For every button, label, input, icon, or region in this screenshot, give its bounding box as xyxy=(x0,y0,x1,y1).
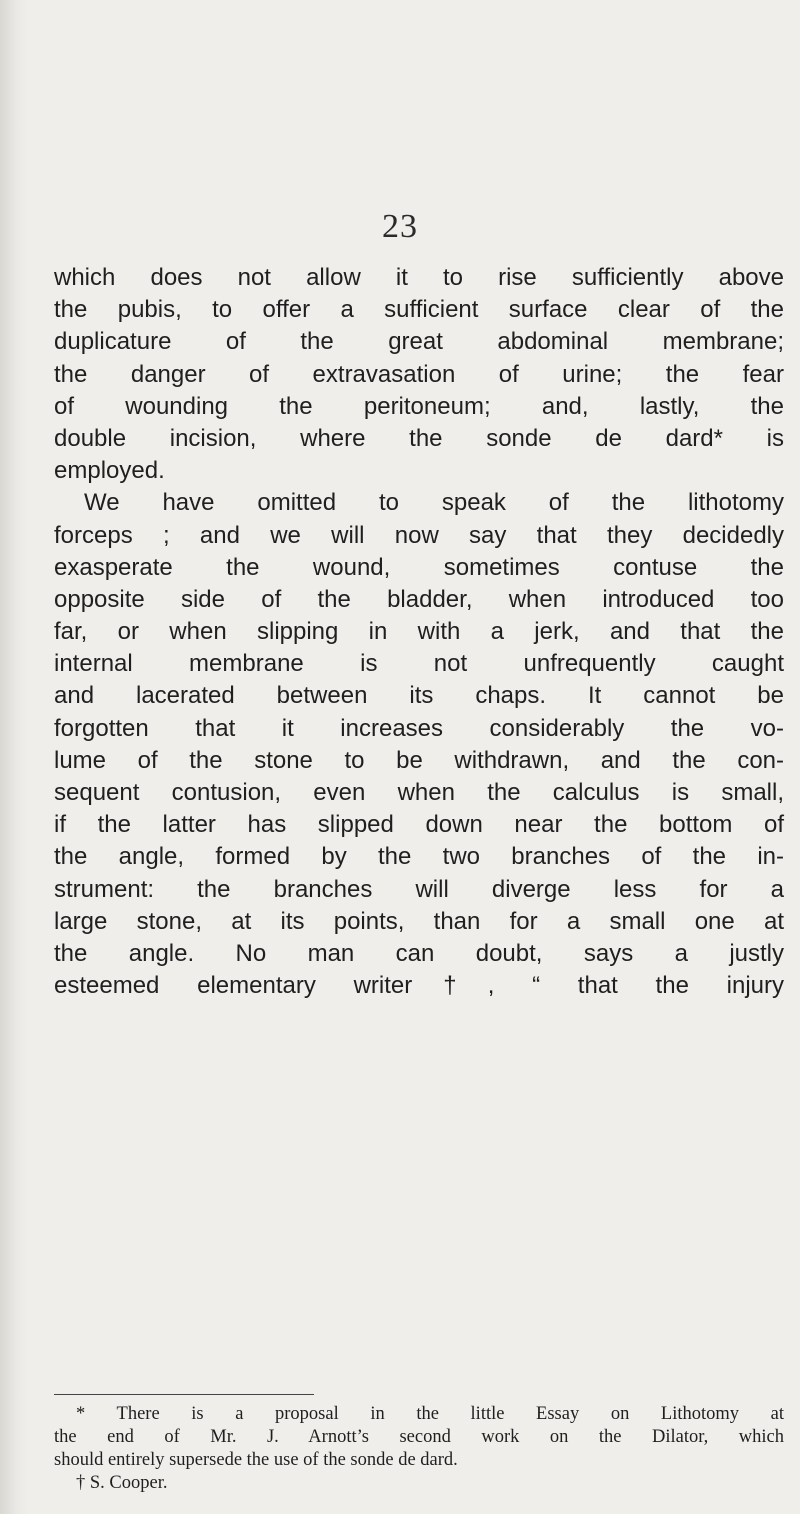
text-line: which does not allow it to rise sufficiently above xyxy=(54,264,784,291)
text-line: the danger of extravasation of urine; the fear xyxy=(54,360,784,388)
text-line: We have omitted to speak of the lithotomy xyxy=(84,489,784,517)
footnote-line: * There is a proposal in the little Essay on Lithotomy at xyxy=(76,1404,784,1424)
text-line: the pubis, to offer a sufficient surface clear of the xyxy=(54,296,784,324)
text-line: opposite side of the bladder, when introduced too xyxy=(54,585,784,613)
text-line: duplicature of the great abdominal membrane; xyxy=(54,328,784,356)
text-line: sequent contusion, even when the calculus is small, xyxy=(54,779,784,806)
text-line: and lacerated between its chaps. It cannot be xyxy=(54,682,784,710)
body-text xyxy=(54,262,784,1002)
footnotes xyxy=(54,1403,784,1495)
footnote-line: should entirely supersede the use of the sonde de dard. xyxy=(54,1450,458,1470)
page-number: 23 xyxy=(382,208,418,245)
text-line: of wounding the peritoneum; and, lastly, the xyxy=(54,392,784,420)
text-line: employed. xyxy=(54,457,165,485)
footnote-line: the end of Mr. J. Arnott’s second work on the Dilator, which xyxy=(54,1427,784,1447)
footnote-rule xyxy=(54,1394,314,1395)
text-line: double incision, where the sonde de dard* is xyxy=(54,424,784,452)
text-line: strument: the branches will diverge less for a xyxy=(54,875,784,903)
text-line: esteemed elementary writer†, “ that the injury xyxy=(54,972,784,1000)
footnote-line: † S. Cooper. xyxy=(76,1473,168,1493)
text-line: if the latter has slipped down near the bottom of xyxy=(54,811,784,839)
text-line: large stone, at its points, than for a small one at xyxy=(54,907,784,935)
text-line: forgotten that it increases considerably the vo- xyxy=(54,714,784,742)
text-line: forceps ; and we will now say that they decidedly xyxy=(54,521,784,549)
text-line: the angle, formed by the two branches of the in- xyxy=(54,843,784,871)
text-line: lume of the stone to be withdrawn, and the con- xyxy=(54,746,784,774)
text-line: far, or when slipping in with a jerk, and that the xyxy=(54,618,784,646)
text-line: internal membrane is not unfrequently caught xyxy=(54,650,784,678)
text-line: exasperate the wound, sometimes contuse the xyxy=(54,553,784,581)
text-line: the angle. No man can doubt, says a justly xyxy=(54,939,784,967)
